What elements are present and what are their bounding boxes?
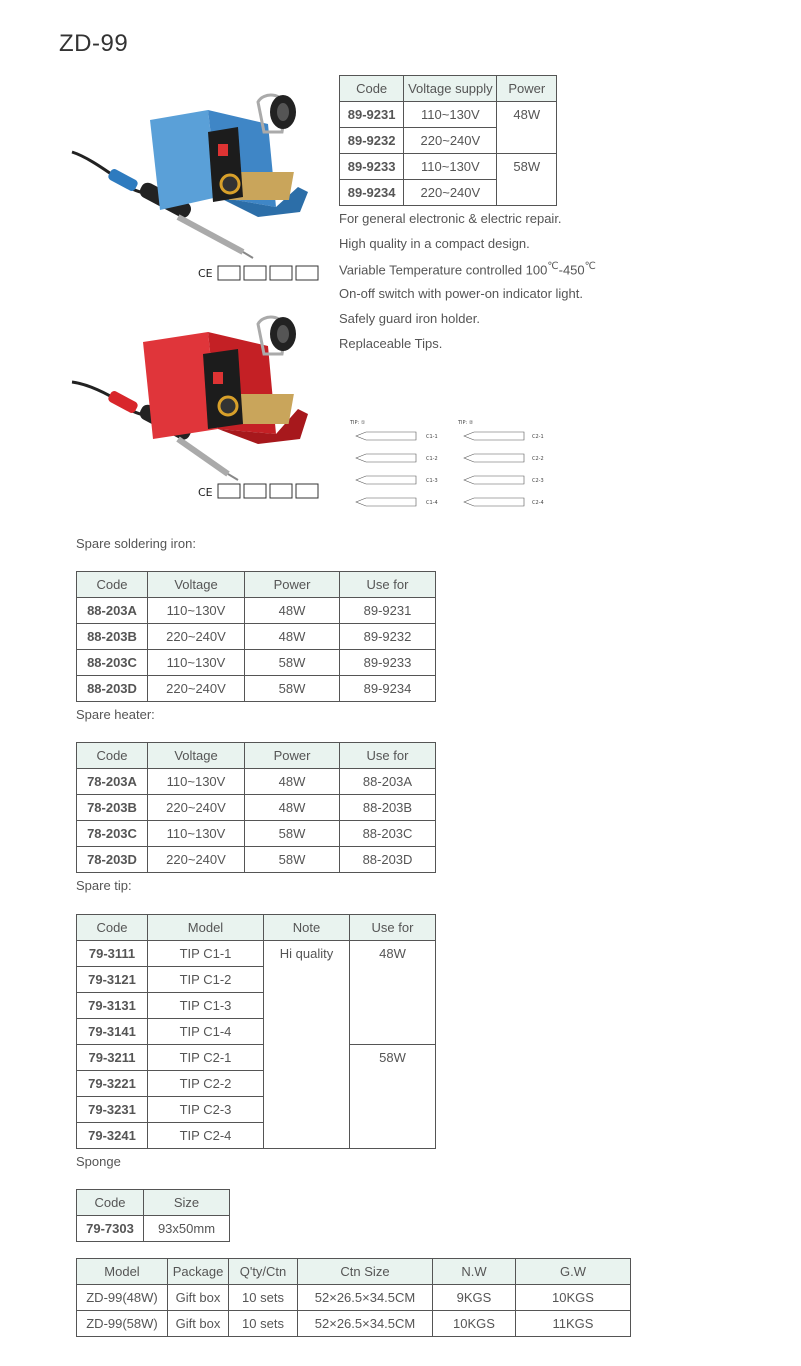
cell-power: 58W bbox=[245, 676, 340, 702]
header-size: Size bbox=[144, 1190, 230, 1216]
feature-text: For general electronic & electric repair. bbox=[339, 211, 562, 226]
cell-voltage: 220~240V bbox=[404, 128, 497, 154]
sponge-table bbox=[76, 1189, 230, 1242]
cell-gw: 10KGS bbox=[516, 1285, 631, 1311]
cell-voltage: 220~240V bbox=[404, 180, 497, 206]
feature-text: On-off switch with power-on indicator light. bbox=[339, 286, 583, 301]
cell-code: 79-3241 bbox=[77, 1123, 148, 1149]
cell-model: ZD-99(48W) bbox=[77, 1285, 168, 1311]
header-use-for: Use for bbox=[350, 915, 436, 941]
cell-code: 88-203B bbox=[77, 624, 148, 650]
cell-voltage: 220~240V bbox=[148, 847, 245, 873]
cell-power: 48W bbox=[245, 795, 340, 821]
tip-label: C1-4 bbox=[426, 500, 438, 506]
cell-code: 79-3221 bbox=[77, 1071, 148, 1097]
cell-voltage: 110~130V bbox=[148, 598, 245, 624]
header-code: Code bbox=[77, 1190, 144, 1216]
tip-label: C2-4 bbox=[532, 500, 544, 506]
page-title: ZD-99 bbox=[59, 30, 129, 57]
cell-model: TIP C1-1 bbox=[148, 941, 264, 967]
tip-label: C1-1 bbox=[426, 434, 438, 440]
header-power: Power bbox=[245, 572, 340, 598]
spare-tip-label: Spare tip: bbox=[76, 878, 132, 893]
table-row bbox=[77, 795, 436, 821]
cell-model: ZD-99(58W) bbox=[77, 1311, 168, 1337]
header-voltage-supply: Voltage supply bbox=[404, 76, 497, 102]
cell-ctn-size: 52×26.5×34.5CM bbox=[298, 1285, 433, 1311]
table-row bbox=[77, 676, 436, 702]
cell-use-for: 48W bbox=[350, 941, 436, 1045]
table-row bbox=[77, 1311, 631, 1337]
cell-ctn-size: 52×26.5×34.5CM bbox=[298, 1311, 433, 1337]
svg-text:CE: CE bbox=[198, 267, 213, 280]
cell-use-for: 88-203D bbox=[340, 847, 436, 873]
header-model: Model bbox=[77, 1259, 168, 1285]
cell-model: TIP C2-3 bbox=[148, 1097, 264, 1123]
cell-code: 79-3231 bbox=[77, 1097, 148, 1123]
packing-table bbox=[76, 1258, 631, 1337]
cell-use-for: 89-9233 bbox=[340, 650, 436, 676]
cell-code: 78-203D bbox=[77, 847, 148, 873]
cell-code: 79-3111 bbox=[77, 941, 148, 967]
cell-use-for: 88-203A bbox=[340, 769, 436, 795]
spare-heater-label: Spare heater: bbox=[76, 707, 155, 722]
cell-use-for: 89-9234 bbox=[340, 676, 436, 702]
cell-code: 89-9231 bbox=[340, 102, 404, 128]
feature-text: High quality in a compact design. bbox=[339, 236, 530, 251]
cell-voltage: 220~240V bbox=[148, 795, 245, 821]
cell-code: 89-9233 bbox=[340, 154, 404, 180]
cell-code: 79-3121 bbox=[77, 967, 148, 993]
table-row bbox=[77, 821, 436, 847]
feature-text-range: -450 bbox=[558, 262, 585, 278]
table-row bbox=[77, 598, 436, 624]
table-row bbox=[77, 1216, 230, 1242]
cell-code: 88-203C bbox=[77, 650, 148, 676]
cell-model: TIP C1-2 bbox=[148, 967, 264, 993]
cell-nw: 9KGS bbox=[433, 1285, 516, 1311]
cell-voltage: 110~130V bbox=[148, 821, 245, 847]
tip-label: C2-1 bbox=[532, 434, 544, 440]
header-note: Note bbox=[264, 915, 350, 941]
header-model: Model bbox=[148, 915, 264, 941]
cell-package: Gift box bbox=[168, 1285, 229, 1311]
cell-use-for: 88-203C bbox=[340, 821, 436, 847]
cell-use-for: 89-9232 bbox=[340, 624, 436, 650]
header-ctn-size: Ctn Size bbox=[298, 1259, 433, 1285]
cell-model: TIP C2-4 bbox=[148, 1123, 264, 1149]
cell-code: 79-3211 bbox=[77, 1045, 148, 1071]
header-code: Code bbox=[77, 743, 148, 769]
main-spec-table bbox=[339, 75, 557, 206]
cell-power: 48W bbox=[245, 598, 340, 624]
cell-voltage: 110~130V bbox=[148, 650, 245, 676]
cell-model: TIP C1-3 bbox=[148, 993, 264, 1019]
header-nw: N.W bbox=[433, 1259, 516, 1285]
spare-tip-table bbox=[76, 914, 436, 1149]
degree-symbol: ℃ bbox=[547, 261, 559, 272]
header-use-for: Use for bbox=[340, 743, 436, 769]
cell-note: Hi quality bbox=[264, 941, 350, 1149]
tip-title-right: TIP: ② bbox=[458, 420, 474, 426]
header-code: Code bbox=[340, 76, 404, 102]
sponge-label: Sponge bbox=[76, 1154, 121, 1169]
header-use-for: Use for bbox=[340, 572, 436, 598]
feature-text: Replaceable Tips. bbox=[339, 336, 443, 351]
table-row bbox=[77, 941, 436, 967]
cell-use-for: 88-203B bbox=[340, 795, 436, 821]
header-qty-ctn: Q'ty/Ctn bbox=[229, 1259, 298, 1285]
tip-label: C2-2 bbox=[532, 456, 544, 462]
tip-diagram bbox=[346, 416, 556, 514]
table-row bbox=[77, 847, 436, 873]
cell-code: 78-203C bbox=[77, 821, 148, 847]
header-power: Power bbox=[245, 743, 340, 769]
cell-qty: 10 sets bbox=[229, 1311, 298, 1337]
svg-text:CE: CE bbox=[198, 486, 213, 499]
red-soldering-station-image bbox=[68, 314, 330, 509]
cell-voltage: 110~130V bbox=[404, 154, 497, 180]
header-power: Power bbox=[497, 76, 557, 102]
cell-use-for: 89-9231 bbox=[340, 598, 436, 624]
cell-code: 79-7303 bbox=[77, 1216, 144, 1242]
header-package: Package bbox=[168, 1259, 229, 1285]
cell-nw: 10KGS bbox=[433, 1311, 516, 1337]
cell-voltage: 220~240V bbox=[148, 624, 245, 650]
cell-power: 48W bbox=[245, 769, 340, 795]
cell-voltage: 110~130V bbox=[404, 102, 497, 128]
table-row bbox=[77, 624, 436, 650]
cell-use-for: 58W bbox=[350, 1045, 436, 1149]
cell-size: 93x50mm bbox=[144, 1216, 230, 1242]
header-voltage: Voltage bbox=[148, 743, 245, 769]
cell-model: TIP C2-1 bbox=[148, 1045, 264, 1071]
cell-code: 78-203A bbox=[77, 769, 148, 795]
table-row bbox=[77, 650, 436, 676]
feature-text: Variable Temperature controlled 100 bbox=[339, 262, 548, 278]
cell-code: 89-9234 bbox=[340, 180, 404, 206]
cell-gw: 11KGS bbox=[516, 1311, 631, 1337]
header-code: Code bbox=[77, 572, 148, 598]
cell-model: TIP C1-4 bbox=[148, 1019, 264, 1045]
header-gw: G.W bbox=[516, 1259, 631, 1285]
cell-power: 58W bbox=[245, 847, 340, 873]
cell-code: 88-203D bbox=[77, 676, 148, 702]
header-voltage: Voltage bbox=[148, 572, 245, 598]
cell-code: 89-9232 bbox=[340, 128, 404, 154]
spare-iron-table bbox=[76, 571, 436, 702]
table-row bbox=[77, 769, 436, 795]
spare-iron-label: Spare soldering iron: bbox=[76, 536, 196, 551]
blue-soldering-station-image bbox=[68, 92, 330, 287]
degree-symbol: ℃ bbox=[584, 261, 596, 272]
tip-label: C2-3 bbox=[532, 478, 544, 484]
cell-code: 78-203B bbox=[77, 795, 148, 821]
header-code: Code bbox=[77, 915, 148, 941]
cell-power: 48W bbox=[497, 102, 557, 154]
cell-power: 48W bbox=[245, 624, 340, 650]
cell-code: 79-3131 bbox=[77, 993, 148, 1019]
cell-qty: 10 sets bbox=[229, 1285, 298, 1311]
tip-label: C1-3 bbox=[426, 478, 438, 484]
feature-text: Safely guard iron holder. bbox=[339, 311, 480, 326]
cell-code: 88-203A bbox=[77, 598, 148, 624]
tip-title-left: TIP: ① bbox=[350, 420, 366, 426]
tip-label: C1-2 bbox=[426, 456, 438, 462]
cell-model: TIP C2-2 bbox=[148, 1071, 264, 1097]
cell-code: 79-3141 bbox=[77, 1019, 148, 1045]
cell-package: Gift box bbox=[168, 1311, 229, 1337]
feature-text-temperature bbox=[339, 261, 596, 277]
cell-voltage: 110~130V bbox=[148, 769, 245, 795]
spare-heater-table bbox=[76, 742, 436, 873]
cell-power: 58W bbox=[245, 650, 340, 676]
cell-voltage: 220~240V bbox=[148, 676, 245, 702]
cell-power: 58W bbox=[245, 821, 340, 847]
cell-power: 58W bbox=[497, 154, 557, 206]
table-row bbox=[77, 1285, 631, 1311]
table-row bbox=[77, 1045, 436, 1071]
